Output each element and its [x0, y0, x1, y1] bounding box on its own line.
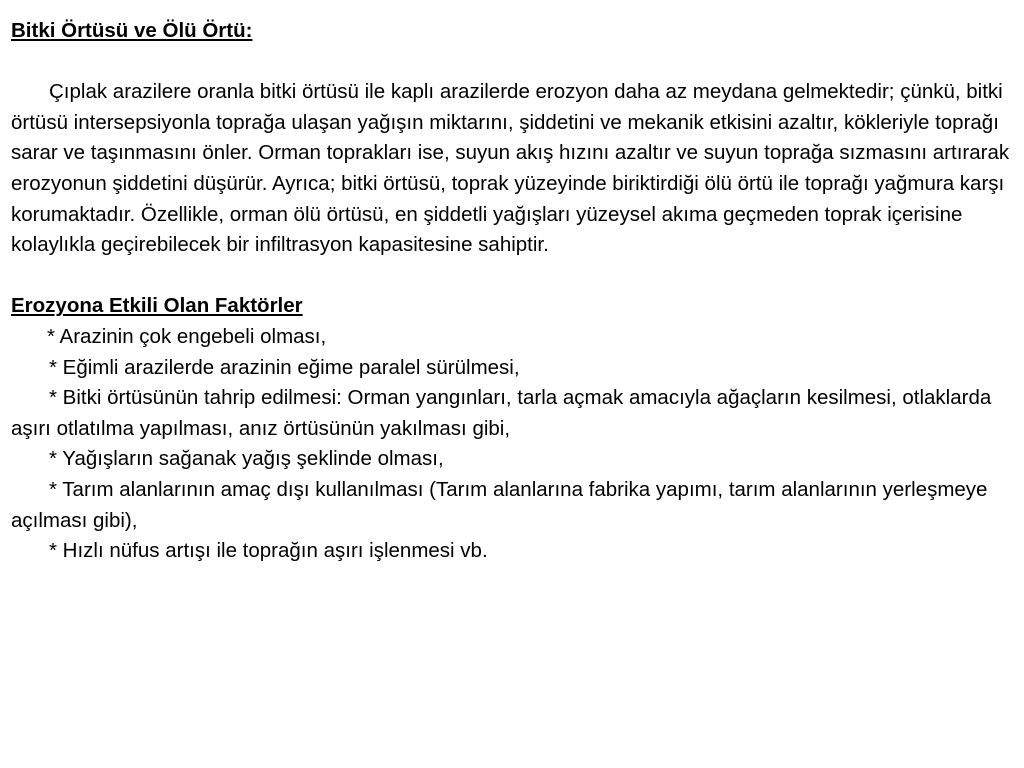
- spacer: [11, 47, 1011, 78]
- list-item: * Hızlı nüfus artışı ile toprağın aşırı işlenmesi vb.: [49, 539, 488, 563]
- list-item: * Bitki örtüsünün tahrip edilmesi: Orman yangınları, tarla açmak amacıyla ağaçların kesilmesi, otlaklarda aşırı otlatılma yapılması, anız örtüsünün yakılması gibi,: [11, 386, 992, 440]
- list-item: * Eğimli arazilerde arazinin eğime paralel sürülmesi,: [49, 355, 520, 379]
- section-heading-vegetation: Bitki Örtüsü ve Ölü Örtü:: [11, 19, 253, 42]
- list-item: * Tarım alanlarının amaç dışı kullanılması (Tarım alanlarına fabrika yapımı, tarım alanlarının yerleşmeye açılması gibi),: [11, 477, 988, 532]
- spacer: [11, 261, 1011, 292]
- list-item: * Yağışların sağanak yağış şeklinde olması,: [49, 447, 444, 471]
- list-item: * Arazinin çok engebeli olması,: [47, 324, 327, 348]
- erosion-factors-list: [11, 322, 1011, 567]
- slide-content: [11, 16, 1011, 567]
- section-heading-erosion-factors: Erozyona Etkili Olan Faktörler: [11, 294, 303, 318]
- vegetation-paragraph: Çıplak arazilere oranla bitki örtüsü ile kaplı arazilerde erozyon daha az meydana gelmektedir; çünkü, bitki örtüsü intersepsiyonla toprağa ulaşan yağışın miktarını, şiddetini ve mekanik etkisini azaltır, kökleriyle toprağı sarar ve taşınmasını önler. Orman toprakları ise, suyun akış hızını azaltır ve suyun toprağa sızmasını artırarak erozyonun şiddetini düşürür. Ayrıca; bitki örtüsü, toprak yüzeyinde biriktirdiği ölü örtü ile toprağı yağmura karşı korumaktadır. Özellikle, orman ölü örtüsü, en şiddetli yağışları yüzeysel akıma geçmeden toprak içerisine kolaylıkla geçirebilecek bir infiltrasyon kapasitesine sahiptir.: [11, 80, 1010, 257]
